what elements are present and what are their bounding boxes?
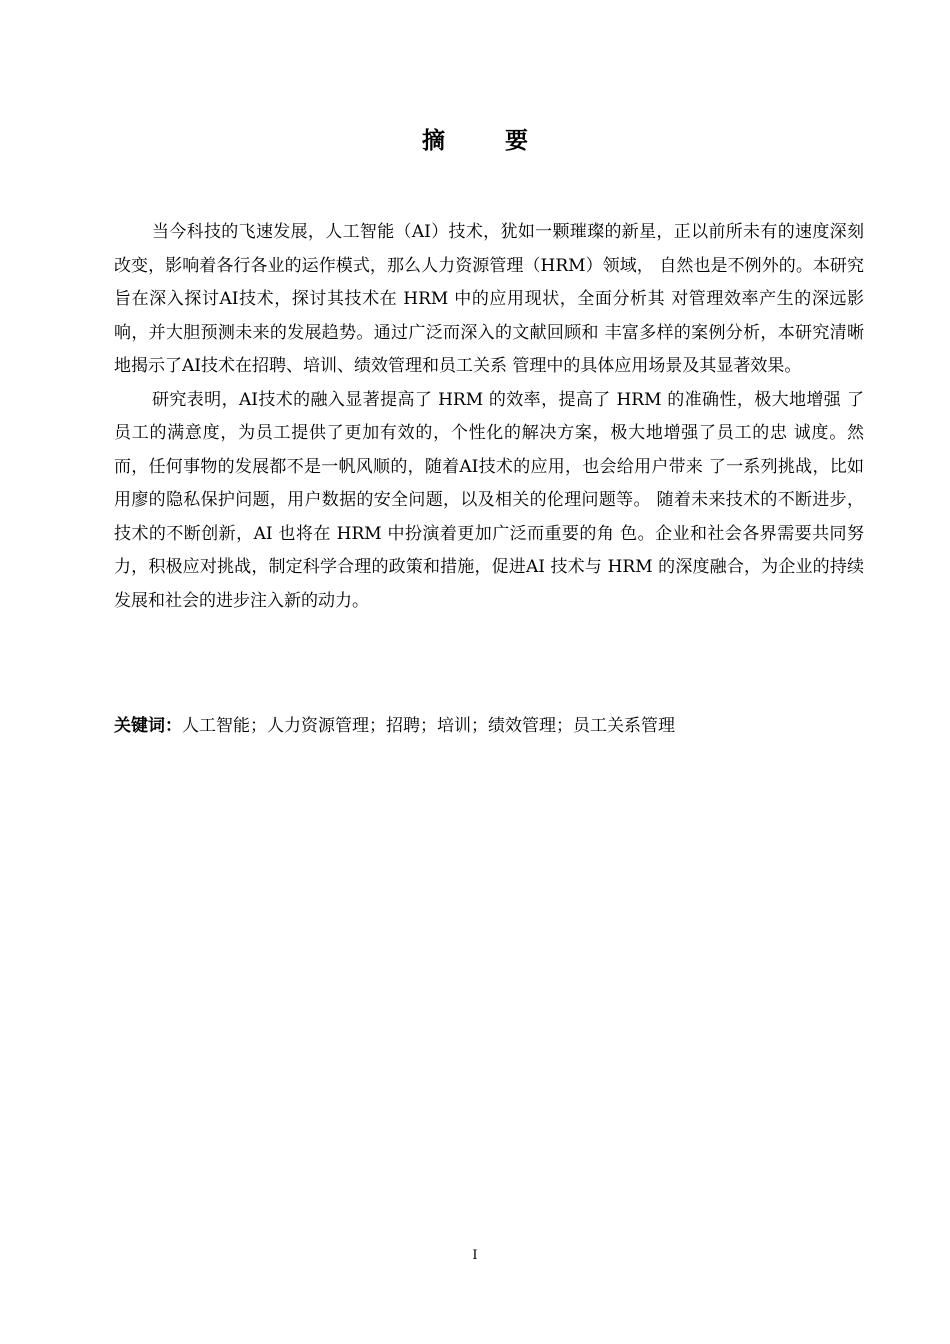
page-number: I xyxy=(472,1248,478,1263)
abstract-body xyxy=(114,216,864,618)
page-title: 摘 要 xyxy=(421,128,554,154)
keywords-line xyxy=(114,711,864,741)
keywords-list: 人工智能；人力资源管理；招聘；培训；绩效管理；员工关系管理 xyxy=(182,716,675,736)
keywords-label: 关键词： xyxy=(114,716,182,736)
abstract-paragraph-1: 当今科技的飞速发展，人工智能（AI）技术，犹如一颗璀璨的新星，正以前所未有的速度深刻改变，影响着各行各业的运作模式，那么人力资源管理（HRM）领域， 自然也是不例外的。本研究旨在深入探讨AI技术，探讨其技术在 HRM 中的应用现状，全面分析其 对管理效率产生的深远影响，并大胆预测未来的发展趋势。通过广泛而深入的文献回顾和 丰富多样的案例分析，本研究清晰地揭示了AI技术在招聘、培训、绩效管理和员工关系 管理中的具体应用场景及其显著效果。 xyxy=(114,222,864,376)
abstract-paragraph-2: 研究表明，AI技术的融入显著提高了 HRM 的效率，提高了 HRM 的准确性，极大地增强 了员工的满意度，为员工提供了更加有效的，个性化的解决方案，极大地增强了员工的忠 诚度。然而，任何事物的发展都不是一帆风顺的，随着AI技术的应用，也会给用户带来 了一系列挑战，比如用廖的隐私保护问题，用户数据的安全问题，以及相关的伦理问题等。 随着未来技术的不断进步，技术的不断创新，AI 也将在 HRM 中扮演着更加广泛而重要的角 色。企业和社会各界需要共同努力，积极应对挑战，制定科学合理的政策和措施，促进AI 技术与 HRM 的深度融合，为企业的持续发展和社会的进步注入新的动力。 xyxy=(114,389,864,611)
